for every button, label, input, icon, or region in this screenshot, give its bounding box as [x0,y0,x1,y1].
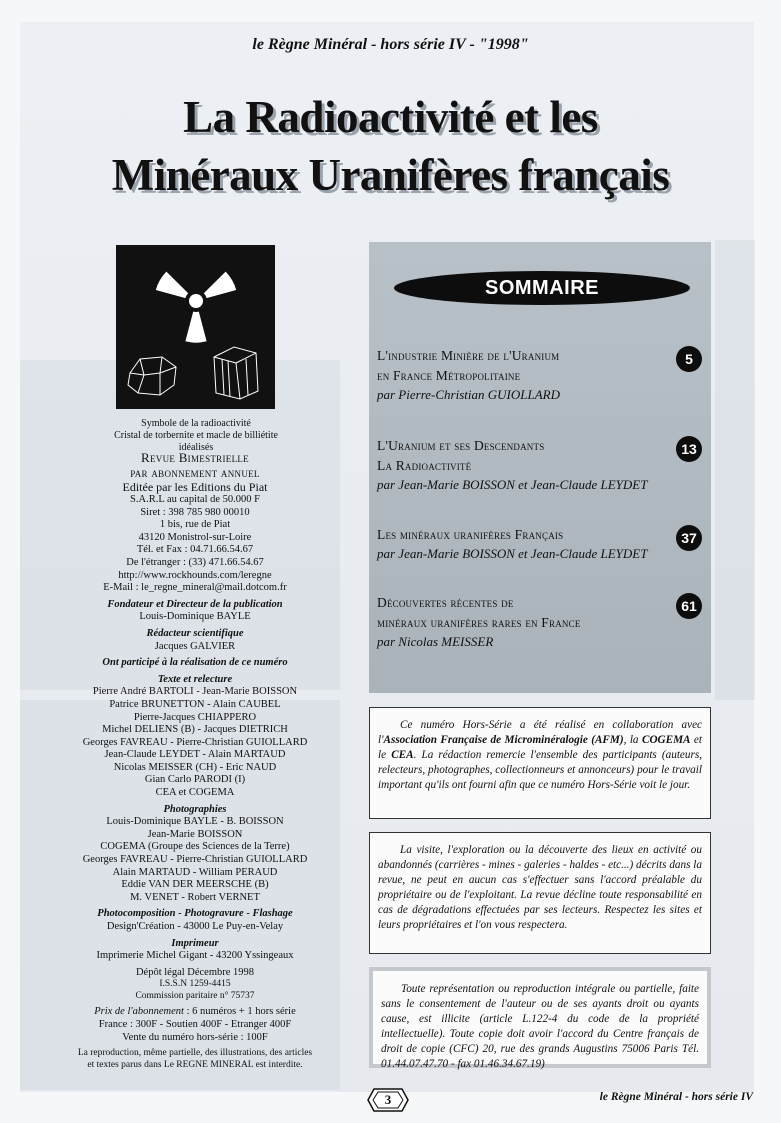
issn: I.S.S.N 1259-4415 [159,979,231,990]
commission: Commission paritaire n° 75737 [135,990,255,1001]
collaboration-text: Ce numéro Hors-Série a été réalisé en collaboration avec l'Association Française de Microminéralogie (AFM), la COGEMA et le CEA. La rédaction remercie l'ensemble des participants (auteurs, relecteurs, photographes, collectionneurs et annonceurs) pour le travail important qu'ils ont fourni afin que ce numéro Hors-Série voit le jour. [378,719,703,791]
participated-label: Ont participé à la réalisation de ce numéro [102,657,288,669]
toc-title: Découvertes récentes de [377,595,514,610]
phone: Tél. et Fax : 04.71.66.54.67 [136,544,254,556]
price-detail: : 6 numéros + 1 hors série [183,1006,296,1018]
siret: Siret : 398 785 980 00010 [140,506,250,518]
price-france: France : 300F - Soutien 400F - Etranger 400F [98,1018,292,1030]
toc-author: par Jean-Marie BOISSON et Jean-Claude LEYDET [377,546,648,561]
logo-caption-line: Cristal de torbernite et macle de billiétite idéalisés [114,430,278,453]
page-number-text: 3 [384,1092,392,1107]
credit-line: Nicolas MEISSER (CH) - Eric NAUD [113,761,277,773]
credit-line: Eddie VAN DER MEERSCHE (B) [121,879,269,891]
sommaire-heading: SOMMAIRE [394,271,690,305]
revue-line: Revue Bimestrielle [141,450,249,465]
logo [116,245,275,409]
phone-abroad: De l'étranger : (33) 471.66.54.67 [126,556,264,568]
reproduction-notice: La reproduction, même partielle, des illustrations, des articles [77,1048,313,1059]
toc-title: minéraux uranifères rares en France [377,615,581,630]
site-visit-notice [369,832,711,954]
cea-name: CEA [391,749,414,761]
photocomp: Design'Création - 43000 Le Puy-en-Velay [106,921,284,932]
page-number-badge: 61 [676,593,702,619]
credit-line: Patrice BRUNETTON - Alain CAUBEL [109,698,281,710]
revue-line: par abonnement annuel [130,465,260,480]
credit-line: Alain MARTAUD - William PERAUD [112,866,278,878]
credit-line: Georges FAVREAU - Pierre-Christian GUIOLLARD [82,736,308,748]
title-line-1: La Radioactivité et les [183,92,598,142]
page-number [366,1087,410,1113]
footer-series: le Règne Minéral - hors série IV [599,1091,753,1103]
collaboration-notice [369,707,711,819]
toc-author: par Jean-Marie BOISSON et Jean-Claude LEYDET [377,477,648,492]
afm-name: Association Française de Microminéralogie (AFM) [383,734,624,746]
scientific-label: Rédacteur scientifique [146,627,244,639]
address-line: 1 bis, rue de Piat [159,519,231,531]
credit-line: CEA et COGEMA [155,787,235,799]
table-of-contents [369,242,711,693]
copyright-notice [369,967,711,1068]
credit-line: M. VENET - Robert VERNET [130,891,260,903]
price-line [60,1006,330,1019]
editor: Editée par les Editions du Piat [122,480,268,494]
copyright-text: Toute représentation ou reproduction intégrale ou partielle, faite sans le consentement de l'auteur ou de ses ayants droit ou ayants cause, est illicite (article L.122-4 du code de la propriété intellectuelle). Toute copie doit avoir l'accord du Centre français de droit de copie (CFC) 20, rue des grands Augustins 75006 Paris Tél. 01.44.07.47.70 - fax 01.46.34.67.19) [381,983,699,1070]
toc-author: par Pierre-Christian GUIOLLARD [377,387,560,402]
page-number-badge: 5 [676,346,702,372]
toc-title: en France Métropolitaine [377,368,521,383]
toc-title: La Radioactivité [377,458,472,473]
credit-line: COGEMA (Groupe des Sciences de la Terre) [100,841,290,853]
site-visit-text: La visite, l'exploration ou la découverte des lieux en activité ou abandonnés (carrières - mines - galeries - haldes - etc...) décrits dans la revue, ne peut en aucun cas s'effectuer sans l'accord préalable du propriétaire ou de l'exploitant. La revue décline toute responsabilité en cas de dégradations effectuées par ses lecteurs. Respectez les sites et leurs propriétaires et l'on vous respectera. [378,844,702,931]
radiation-trefoil-icon [152,266,240,352]
toc-entry[interactable] [377,525,702,563]
toc-author: par Nicolas MEISSER [377,634,494,649]
text-credits-label: Texte et relecture [157,673,233,685]
credit-line: Georges FAVREAU - Pierre-Christian GUIOLLARD [82,854,308,866]
toc-title: Les minéraux uranifères Français [377,527,564,542]
price-single: Vente du numéro hors-série : 100F [122,1031,268,1043]
toc-entry[interactable] [377,346,702,404]
email: E-Mail : le_regne_mineral@mail.dotcom.fr [103,582,287,594]
printer-label: Imprimeur [171,937,219,949]
sarl: S.A.R.L au capital de 50.000 F [130,494,260,505]
credit-line: Pierre André BARTOLI - Jean-Marie BOISSON [92,686,298,698]
credit-line: Jean-Marie BOISSON [147,828,243,840]
background-block [715,240,755,700]
scientific-editor: Jacques GALVIER [154,640,236,652]
website: http://www.rockhounds.com/leregne [118,569,272,581]
toc-entry[interactable] [377,436,702,494]
credit-line: Gian Carlo PARODI (I) [144,774,246,786]
logo-caption [96,418,296,454]
series-header: le Règne Minéral - hors série IV - "1998" [252,36,529,53]
page-title [0,88,781,204]
founder: Louis-Dominique BAYLE [139,611,251,623]
toc-title: L'industrie Minière de l'Uranium [377,348,560,363]
founder-label: Fondateur et Directeur de la publication [107,598,283,610]
photocomp-label: Photocomposition - Photogravure - Flashage [97,908,293,920]
toc-entry[interactable] [377,593,702,651]
crystal-icon [214,347,258,399]
logo-caption-line: Symbole de la radioactivité [141,418,251,429]
photo-credits-label: Photographies [163,803,227,815]
credit-line: Michel DELIENS (B) - Jacques DIETRICH [102,724,288,736]
cogema-name: COGEMA [641,734,691,746]
page-number-badge: 13 [676,436,702,462]
toc-title: L'Uranium et ses Descendants [377,438,545,453]
reproduction-notice: et textes parus dans Le REGNE MINERAL est interdite. [87,1059,303,1070]
title-line-2: Minéraux Uranifères français [111,150,670,200]
credit-line: Louis-Dominique BAYLE - B. BOISSON [106,816,284,828]
printer: Imprimerie Michel Gigant - 43200 Yssingeaux [96,950,294,962]
address-line: 43120 Monistrol-sur-Loire [138,531,252,543]
colophon [60,450,330,1071]
price-label: Prix de l'abonnement [94,1006,184,1018]
crystal-icon [128,357,176,395]
page-number-badge: 37 [676,525,702,551]
credit-line: Pierre-Jacques CHIAPPERO [133,711,257,723]
credit-line: Jean-Claude LEYDET - Alain MARTAUD [104,749,286,761]
legal-deposit: Dépôt légal Décembre 1998 [135,966,255,978]
